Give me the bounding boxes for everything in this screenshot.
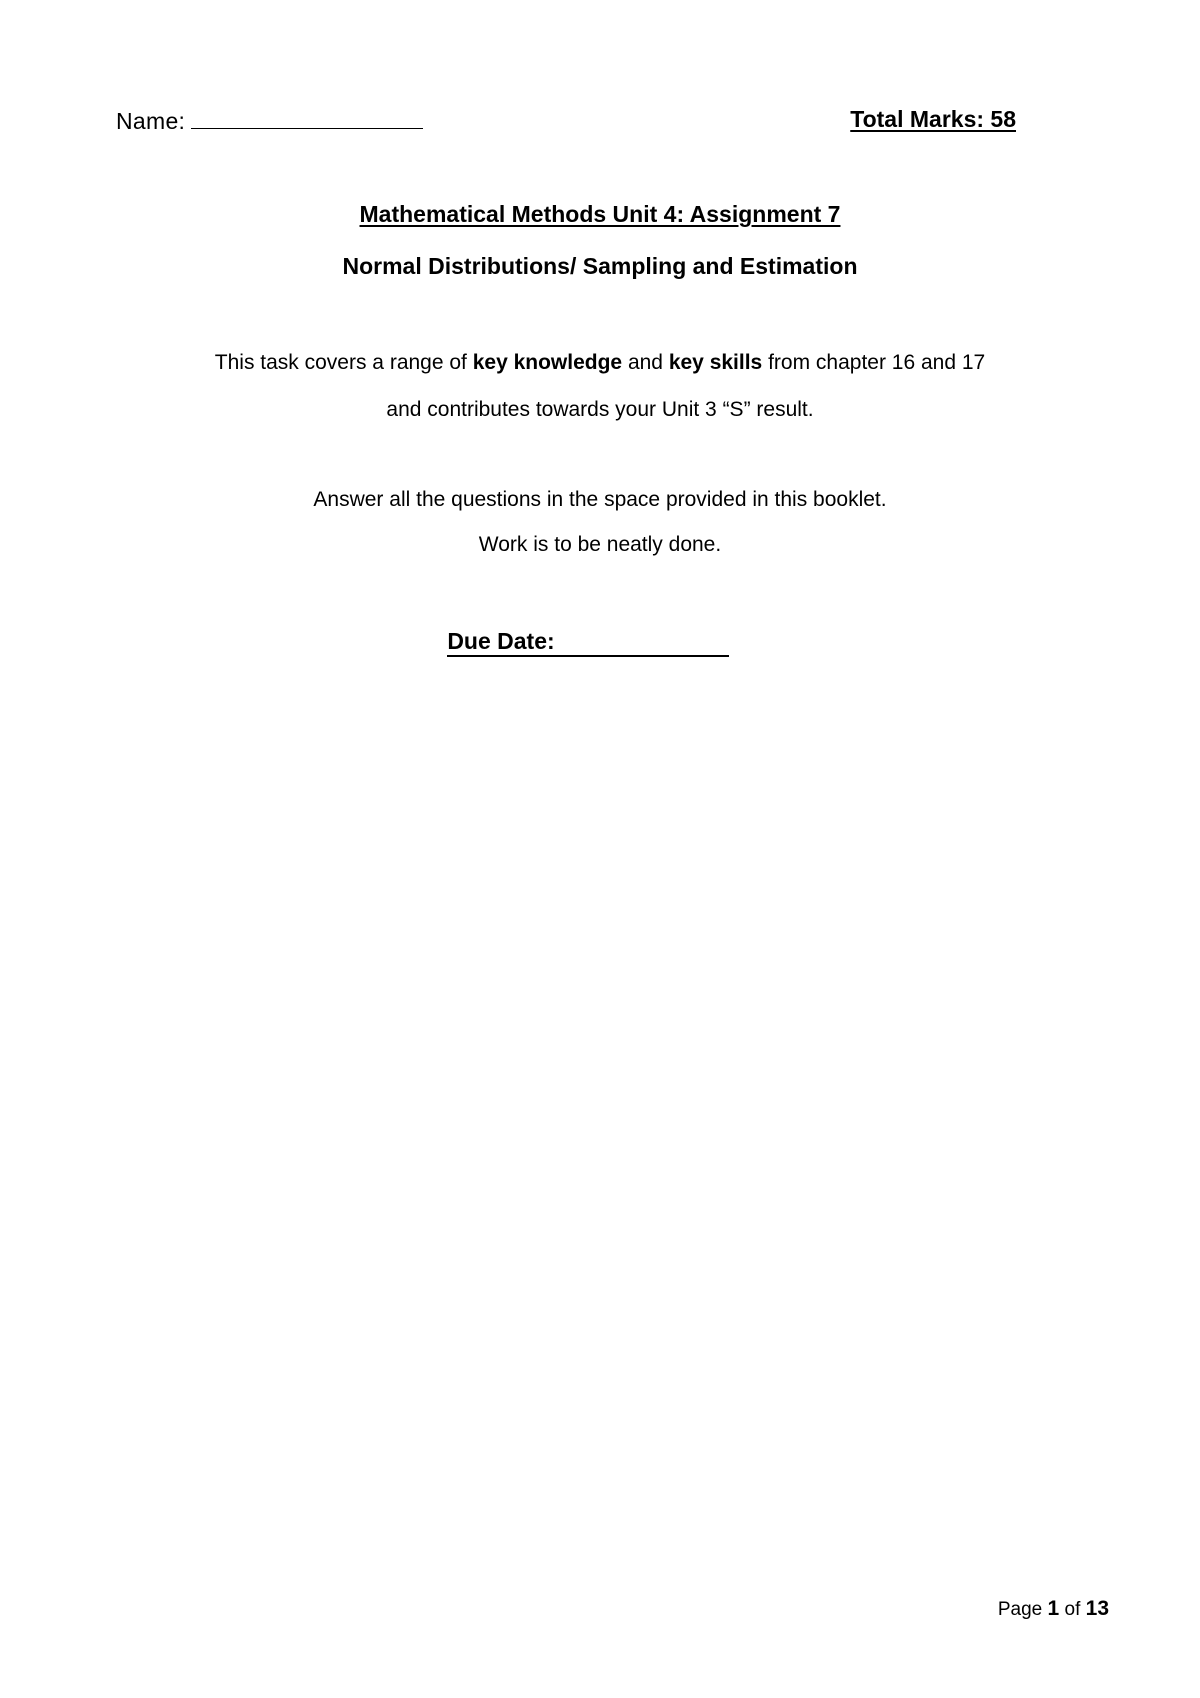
name-blank-line xyxy=(191,106,423,129)
footer-total-pages: 13 xyxy=(1085,1597,1109,1620)
header-row xyxy=(116,106,1022,140)
intro-text-c: and xyxy=(622,351,669,374)
assignment-title: Mathematical Methods Unit 4: Assignment 7 xyxy=(359,201,841,227)
intro-text-e: from chapter 16 and 17 xyxy=(762,351,986,374)
assignment-subtitle: Normal Distributions/ Sampling and Estimation xyxy=(342,253,858,279)
intro-key-knowledge: key knowledge xyxy=(472,351,623,374)
due-date-field xyxy=(447,628,728,657)
footer-of-word: of xyxy=(1064,1599,1081,1620)
due-date xyxy=(0,628,1200,657)
total-marks: Total Marks: 58 xyxy=(850,106,1016,132)
intro-key-skills: key skills xyxy=(668,351,763,374)
name-field xyxy=(116,106,423,135)
footer-current-page: 1 xyxy=(1047,1597,1060,1620)
footer-page-word: Page xyxy=(997,1599,1043,1620)
name-label: Name: xyxy=(116,108,186,134)
intro-line-2: and contributes towards your Unit 3 “S” result. xyxy=(386,398,814,421)
intro-text-a: This task covers a range of xyxy=(214,351,473,374)
intro-line-1 xyxy=(0,351,1200,375)
instruction-line-2: Work is to be neatly done. xyxy=(478,533,722,556)
instruction-line-1: Answer all the questions in the space provided in this booklet. xyxy=(313,488,887,511)
page-footer xyxy=(998,1597,1109,1621)
due-date-label: Due Date: xyxy=(447,628,555,654)
